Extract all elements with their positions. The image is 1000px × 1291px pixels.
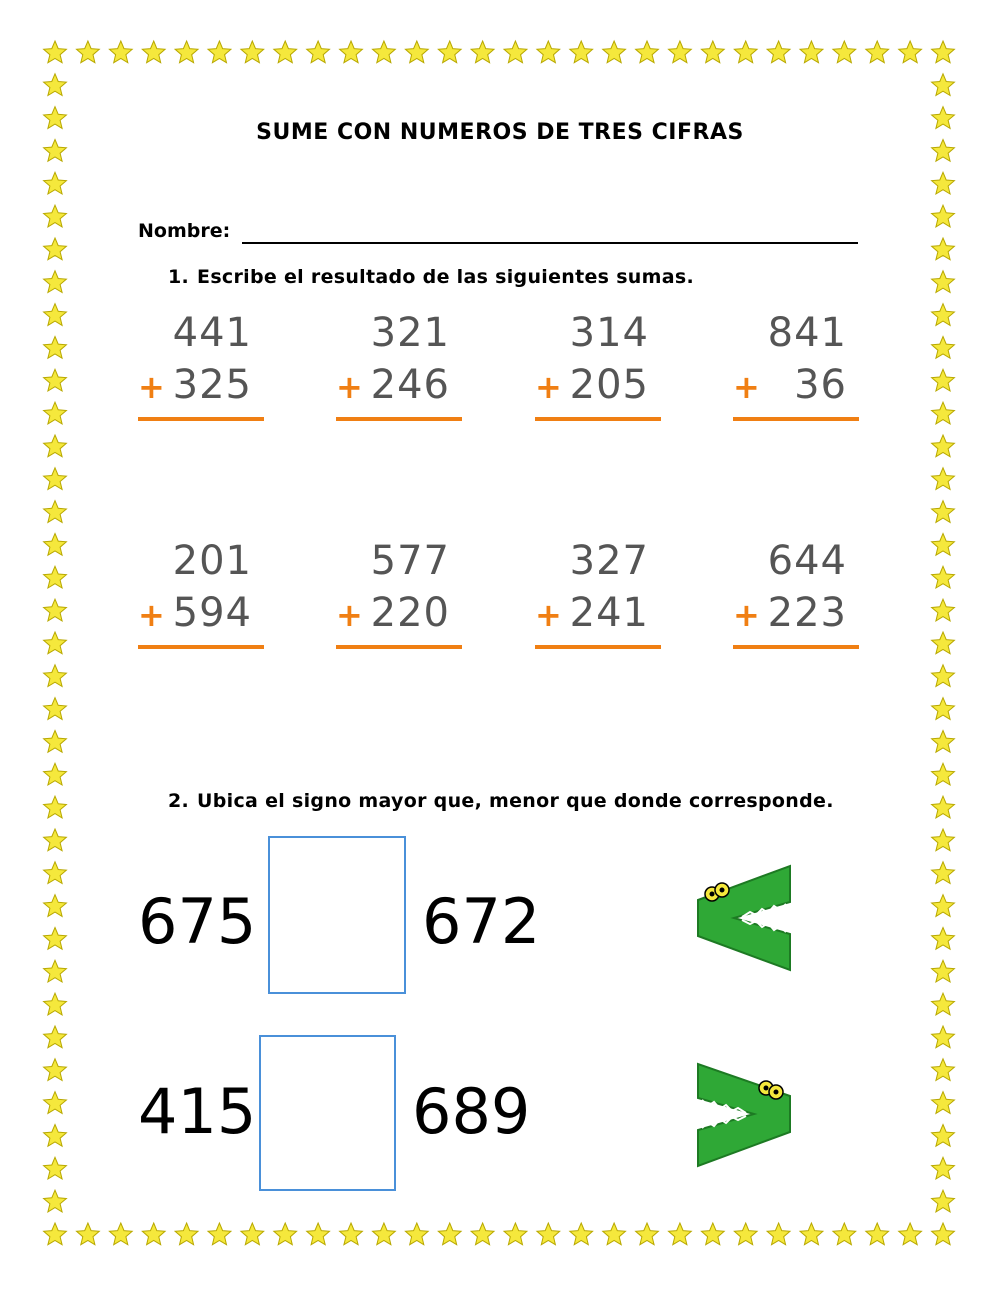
star-icon xyxy=(932,337,955,359)
star-icon xyxy=(932,1059,955,1081)
star-icon xyxy=(603,1223,626,1245)
star-icon xyxy=(274,1223,297,1245)
star-icon xyxy=(44,1125,67,1147)
compare-left-number-2: 415 xyxy=(138,1075,257,1148)
star-icon xyxy=(208,41,231,63)
plus-sign: + xyxy=(138,596,165,634)
star-icon xyxy=(932,402,955,424)
sum-addend-top: 644 xyxy=(767,538,847,584)
star-icon xyxy=(932,1157,955,1179)
star-icon xyxy=(932,41,955,63)
instruction-1-text: Escribe el resultado de las siguientes sumas. xyxy=(197,266,694,288)
star-icon xyxy=(932,731,955,753)
star-icon xyxy=(44,1190,67,1212)
sum-addend-bottom: 241 xyxy=(569,590,649,636)
star-icon xyxy=(44,1223,67,1245)
star-icon xyxy=(44,1059,67,1081)
answer-line[interactable] xyxy=(336,417,462,421)
star-icon xyxy=(932,698,955,720)
star-icon xyxy=(142,1223,165,1245)
star-icon xyxy=(44,566,67,588)
star-icon xyxy=(44,501,67,523)
sum-addend-bottom: 246 xyxy=(370,362,450,408)
star-icon xyxy=(241,41,264,63)
star-icon xyxy=(44,895,67,917)
star-icon xyxy=(932,763,955,785)
plus-sign: + xyxy=(733,596,760,634)
star-icon xyxy=(44,205,67,227)
star-icon xyxy=(932,1223,955,1245)
plus-sign: + xyxy=(535,596,562,634)
page-title: SUME CON NUMEROS DE TRES CIFRAS xyxy=(256,120,744,145)
instruction-2-text: Ubica el signo mayor que, menor que donde corresponde. xyxy=(197,790,834,812)
star-icon xyxy=(899,41,922,63)
star-icon xyxy=(734,1223,757,1245)
sum-problem-5 xyxy=(138,538,264,648)
star-icon xyxy=(800,41,823,63)
star-icon xyxy=(701,1223,724,1245)
star-icon xyxy=(932,566,955,588)
sum-addend-top: 841 xyxy=(767,310,847,356)
star-icon xyxy=(932,1125,955,1147)
star-icon xyxy=(932,172,955,194)
star-icon xyxy=(833,1223,856,1245)
answer-box-2[interactable] xyxy=(259,1035,396,1191)
star-icon xyxy=(175,41,198,63)
star-icon xyxy=(636,1223,659,1245)
star-icon xyxy=(44,763,67,785)
star-icon xyxy=(44,993,67,1015)
answer-line[interactable] xyxy=(733,645,859,649)
star-icon xyxy=(932,829,955,851)
star-icon xyxy=(44,238,67,260)
star-icon xyxy=(44,862,67,884)
star-icon xyxy=(932,205,955,227)
star-icon xyxy=(932,369,955,391)
star-icon xyxy=(471,1223,494,1245)
star-icon xyxy=(373,1223,396,1245)
star-icon xyxy=(44,829,67,851)
answer-line[interactable] xyxy=(336,645,462,649)
plus-sign: + xyxy=(733,368,760,406)
star-icon xyxy=(44,271,67,293)
star-icon xyxy=(603,41,626,63)
star-icon xyxy=(208,1223,231,1245)
answer-line[interactable] xyxy=(138,645,264,649)
star-icon xyxy=(44,337,67,359)
star-icon xyxy=(767,1223,790,1245)
star-icon xyxy=(438,41,461,63)
star-icon xyxy=(932,238,955,260)
star-icon xyxy=(932,468,955,490)
answer-line[interactable] xyxy=(733,417,859,421)
star-icon xyxy=(537,1223,560,1245)
star-icon xyxy=(932,665,955,687)
sum-problem-6 xyxy=(336,538,462,648)
name-field[interactable] xyxy=(242,242,858,244)
star-icon xyxy=(405,41,428,63)
plus-sign: + xyxy=(535,368,562,406)
sum-problem-4 xyxy=(733,310,859,420)
star-icon xyxy=(405,1223,428,1245)
star-icon xyxy=(800,1223,823,1245)
answer-box-1[interactable] xyxy=(268,836,406,994)
star-icon xyxy=(866,41,889,63)
star-icon xyxy=(44,599,67,621)
sum-addend-bottom: 223 xyxy=(767,590,847,636)
star-icon xyxy=(241,1223,264,1245)
star-icon xyxy=(44,468,67,490)
plus-sign: + xyxy=(138,368,165,406)
star-icon xyxy=(932,928,955,950)
star-icon xyxy=(932,1092,955,1114)
star-icon xyxy=(307,1223,330,1245)
sum-addend-top: 327 xyxy=(569,538,649,584)
star-icon xyxy=(636,41,659,63)
instruction-2 xyxy=(168,790,834,812)
star-icon xyxy=(504,1223,527,1245)
instruction-2-number: 2. xyxy=(168,790,190,812)
star-icon xyxy=(669,1223,692,1245)
sum-addend-top: 321 xyxy=(370,310,450,356)
compare-right-number-2: 689 xyxy=(412,1075,531,1148)
star-icon xyxy=(932,534,955,556)
star-icon xyxy=(307,41,330,63)
star-icon xyxy=(44,304,67,326)
star-icon xyxy=(274,41,297,63)
star-icon xyxy=(109,41,132,63)
less-than-crocodile-icon[interactable] xyxy=(694,864,794,972)
star-icon xyxy=(471,41,494,63)
sum-problem-2 xyxy=(336,310,462,420)
greater-than-crocodile-icon[interactable] xyxy=(694,1062,794,1168)
sum-problem-3 xyxy=(535,310,661,420)
star-icon xyxy=(767,41,790,63)
sum-addend-bottom: 36 xyxy=(794,362,847,408)
star-icon xyxy=(44,172,67,194)
star-icon xyxy=(570,1223,593,1245)
star-icon xyxy=(109,1223,132,1245)
plus-sign: + xyxy=(336,596,363,634)
answer-line[interactable] xyxy=(535,417,661,421)
star-icon xyxy=(44,435,67,457)
star-icon xyxy=(866,1223,889,1245)
star-icon xyxy=(932,960,955,982)
compare-left-number-1: 675 xyxy=(138,885,257,958)
star-icon xyxy=(44,369,67,391)
star-icon xyxy=(932,304,955,326)
star-icon xyxy=(44,74,67,96)
star-icon xyxy=(570,41,593,63)
star-icon xyxy=(44,698,67,720)
answer-line[interactable] xyxy=(138,417,264,421)
star-icon xyxy=(175,1223,198,1245)
star-icon xyxy=(932,271,955,293)
star-icon xyxy=(932,895,955,917)
star-icon xyxy=(932,632,955,654)
star-icon xyxy=(44,928,67,950)
star-icon xyxy=(44,665,67,687)
star-icon xyxy=(77,1223,100,1245)
star-icon xyxy=(932,435,955,457)
sum-problem-8 xyxy=(733,538,859,648)
star-icon xyxy=(44,1026,67,1048)
star-icon xyxy=(932,993,955,1015)
star-icon xyxy=(932,1026,955,1048)
sum-problem-1 xyxy=(138,310,264,420)
sum-problem-7 xyxy=(535,538,661,648)
star-icon xyxy=(44,796,67,818)
star-icon xyxy=(77,41,100,63)
star-icon xyxy=(537,41,560,63)
sum-addend-top: 577 xyxy=(370,538,450,584)
answer-line[interactable] xyxy=(535,645,661,649)
star-icon xyxy=(669,41,692,63)
star-icon xyxy=(932,501,955,523)
star-icon xyxy=(44,632,67,654)
star-icon xyxy=(932,1190,955,1212)
star-icon xyxy=(438,1223,461,1245)
star-icon xyxy=(44,41,67,63)
sum-addend-top: 314 xyxy=(569,310,649,356)
star-icon xyxy=(932,599,955,621)
instruction-1-number: 1. xyxy=(168,266,190,288)
star-icon xyxy=(44,1092,67,1114)
sum-addend-top: 201 xyxy=(172,538,252,584)
star-icon xyxy=(833,41,856,63)
sum-addend-bottom: 220 xyxy=(370,590,450,636)
star-icon xyxy=(373,41,396,63)
star-icon xyxy=(932,74,955,96)
instruction-1 xyxy=(168,266,694,288)
star-icon xyxy=(701,41,724,63)
sum-addend-bottom: 594 xyxy=(172,590,252,636)
star-icon xyxy=(44,731,67,753)
star-icon xyxy=(340,41,363,63)
star-icon xyxy=(44,402,67,424)
star-icon xyxy=(44,960,67,982)
star-icon xyxy=(504,41,527,63)
compare-right-number-1: 672 xyxy=(422,885,541,958)
star-icon xyxy=(44,1157,67,1179)
star-icon xyxy=(932,796,955,818)
name-label: Nombre: xyxy=(138,220,231,242)
sum-addend-bottom: 205 xyxy=(569,362,649,408)
star-icon xyxy=(932,862,955,884)
star-icon xyxy=(899,1223,922,1245)
plus-sign: + xyxy=(336,368,363,406)
star-icon xyxy=(734,41,757,63)
star-icon xyxy=(142,41,165,63)
sum-addend-bottom: 325 xyxy=(172,362,252,408)
star-icon xyxy=(340,1223,363,1245)
sum-addend-top: 441 xyxy=(172,310,252,356)
star-icon xyxy=(44,534,67,556)
